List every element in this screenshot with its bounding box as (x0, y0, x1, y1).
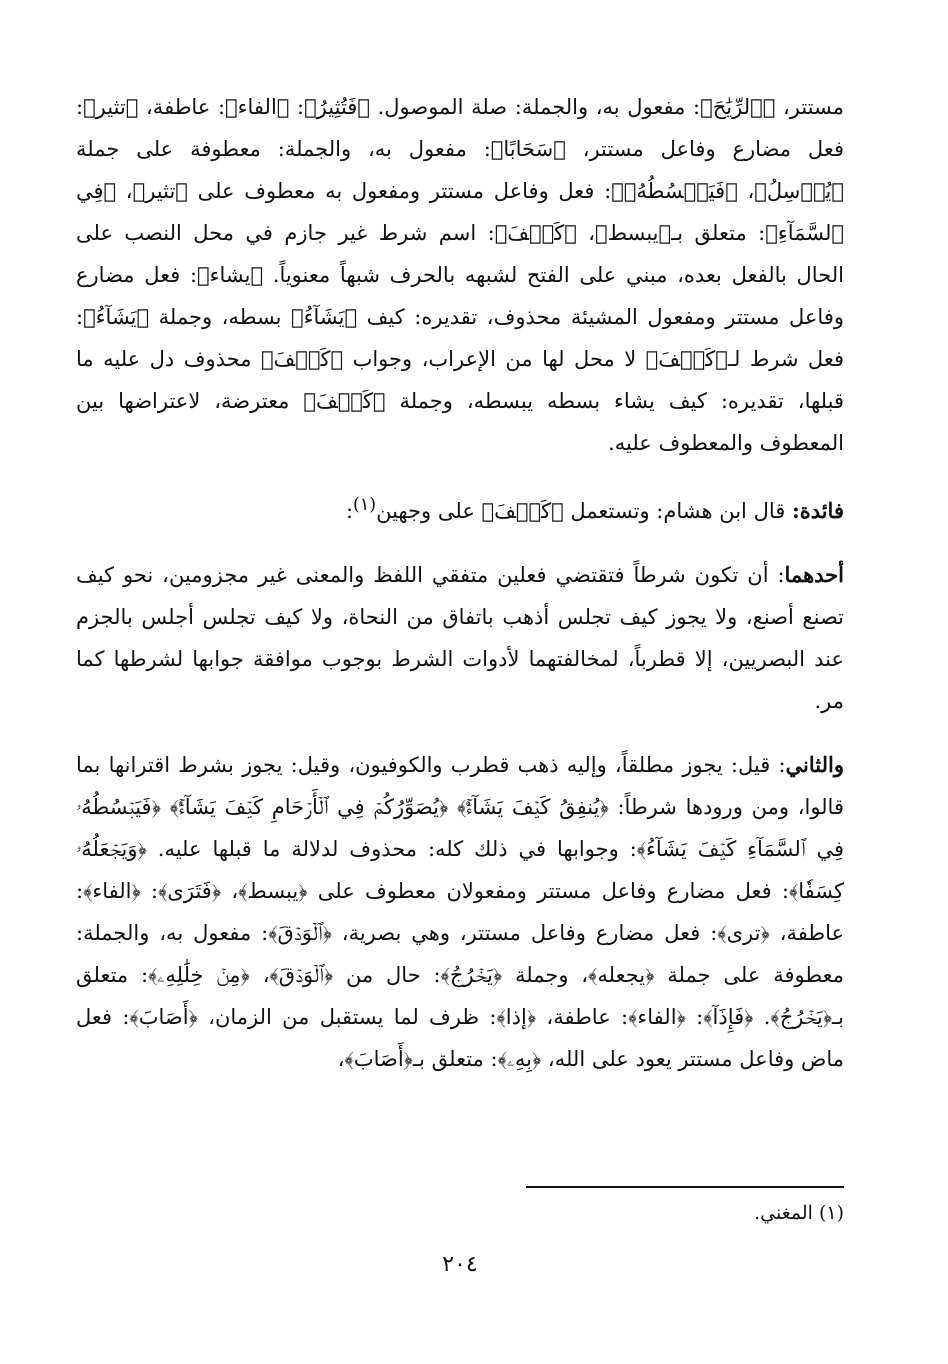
page-number: ٢٠٤ (442, 1252, 478, 1277)
second-case-label: والثاني (785, 752, 844, 777)
first-case-label: أحدهما (784, 562, 844, 587)
analysis-paragraph: مستتر، ﴿ٱلرِّيَٰحَ﴾: مفعول به، والجملة: صلة الموصول. ﴿فَتُثِيرُ﴾: ﴿الفاء﴾: عاطفة، ﴿تثير﴾: فعل مضارع وفاعل مستتر، ﴿سَحَابًا﴾: مفعول به، والجملة: معطوفة على جملة ﴿يُرۡسِلُ﴾، ﴿فَيَبۡسُطُهُۥ﴾: فعل وفاعل مستتر ومفعول به معطوف على ﴿تثير﴾، ﴿فِي ٱلسَّمَآءِ﴾: متعلق بـ﴿يبسط﴾، ﴿كَيۡفَ﴾: اسم شرط غير جازم في محل النصب على الحال بالفعل بعده، مبني على الفتح لشبهه بالحرف شبهاً معنوياً. ﴿يشاء﴾: فعل مضارع وفاعل مستتر ومفعول المشيئة محذوف، تقديره: كيف ﴿يَشَآءُ﴾ بسطه، وجملة ﴿يَشَآءُ﴾: فعل شرط لـ﴿كَيۡفَ﴾ لا محل لها من الإعراب، وجواب ﴿كَيۡفَ﴾ محذوف دل عليه ما قبلها، تقديره: كيف يشاء بسطه يبسطه، وجملة ﴿كَيۡفَ﴾ معترضة، لاعتراضها بين المعطوف والمعطوف عليه. (76, 95, 844, 455)
benefit-tail: : (345, 499, 354, 523)
second-case-paragraph (76, 744, 844, 1080)
second-case-text: : قيل: يجوز مطلقاً، وإليه ذهب قطرب والكوفيون، وقيل: يجوز بشرط اقترانها بما قالوا، ومن ورودها شرطاً: ﴿يُنفِقُ كَيۡفَ يَشَآءُۚ﴾ ﴿يُصَوِّرُكُمۡ فِي ٱلۡأَرۡحَامِ كَيۡفَ يَشَآءُۚ﴾ ﴿فَيَبۡسُطُهُۥ فِي ٱلسَّمَآءِ كَيۡفَ يَشَآءُ﴾: وجوابها في ذلك كله: محذوف لدلالة ما قبلها عليه. ﴿وَيَجۡعَلُهُۥ كِسَفٗا﴾: فعل مضارع وفاعل مستتر ومفعولان معطوف على ﴿يبسط﴾، ﴿فَتَرَى﴾: ﴿الفاء﴾: عاطفة، ﴿ترى﴾: فعل مضارع وفاعل مستتر، وهي بصرية، ﴿ٱلۡوَدۡقَ﴾: مفعول به، والجملة: معطوفة على جملة ﴿يجعله﴾، وجملة ﴿يَخۡرُجُ﴾: حال من ﴿ٱلۡوَدۡقَ﴾، ﴿مِنۡ خِلَٰلِهِۦ﴾: متعلق بـ﴿يَخۡرُجُ﴾. ﴿فَإِذَآ﴾: ﴿الفاء﴾: عاطفة، ﴿إذا﴾: ظرف لما يستقبل من الزمان، ﴿أَصَابَ﴾: فعل ماض وفاعل مستتر يعود على الله، ﴿بِهِۦ﴾: متعلق بـ﴿أَصَابَ﴾، (76, 753, 844, 1071)
first-case-paragraph (76, 554, 844, 722)
footnote-divider (526, 1186, 844, 1188)
benefit-text: قال ابن هشام: وتستعمل ﴿كَيۡفَ﴾ على وجهين (376, 499, 792, 523)
benefit-label: فائدة: (791, 498, 844, 523)
page-body (76, 86, 844, 1364)
benefit-paragraph (76, 484, 844, 532)
footnote-reference: (١) (353, 495, 377, 515)
footnote: (١) المغني. (754, 1202, 844, 1224)
first-case-text: : أن تكون شرطاً فتقتضي فعلين متفقي اللفظ والمعنى غير مجزومين، نحو كيف تصنع أصنع، ولا يجوز كيف تجلس أذهب باتفاق من النحاة، ولا كيف تجلس أجلس بالجزم عند البصريين، إلا قطرباً، لمخالفتهما لأدوات الشرط بوجوب موافقة جوابها لشرطها كما مر. (76, 563, 844, 713)
